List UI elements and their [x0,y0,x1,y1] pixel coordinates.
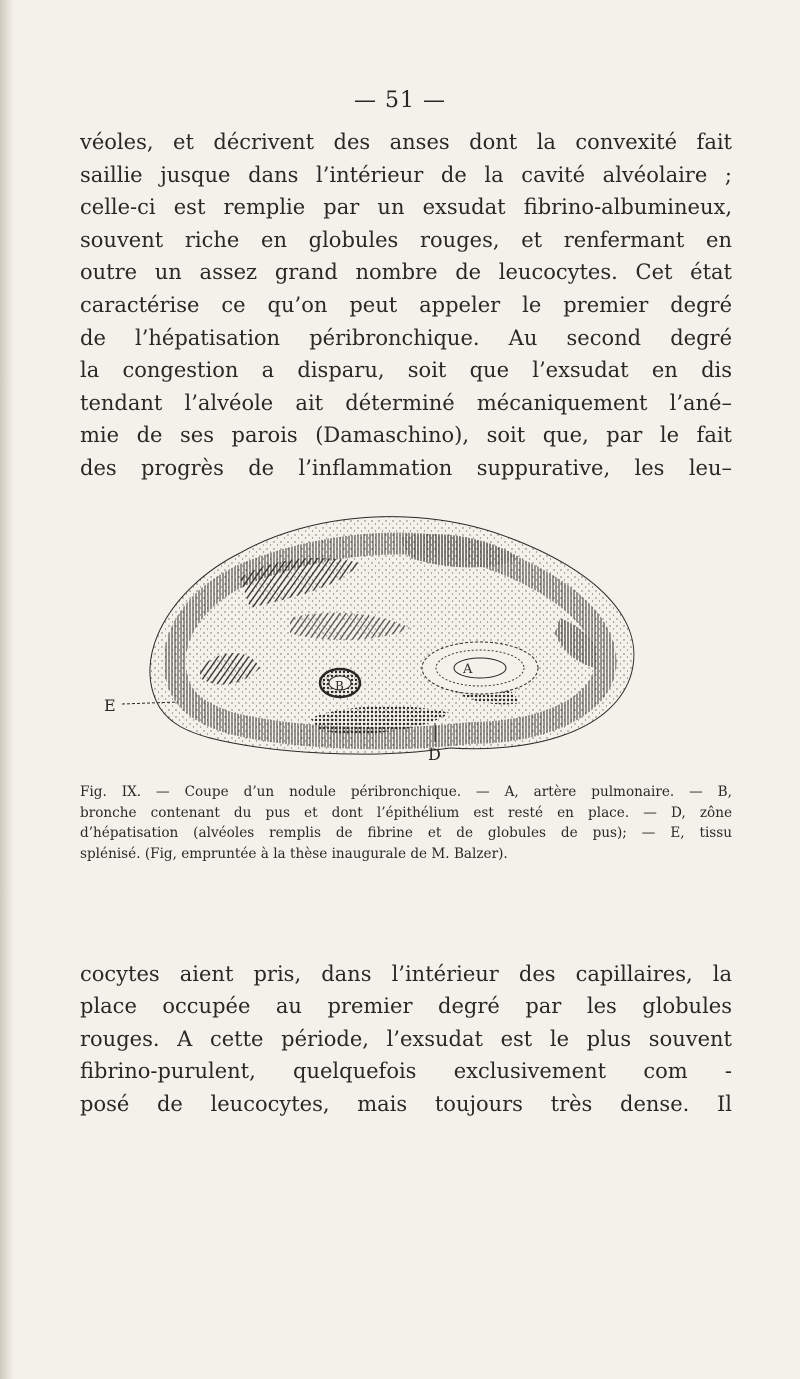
figure-label-d: D [428,745,441,764]
caption-line: splénisé. (Fig, empruntée à la thèse inaugurale de M. Balzer). [80,845,508,862]
text-line: fibrino-purulent, quelquefois exclusivement com - [80,1059,732,1084]
text-line: tendant l’alvéole ait déterminé mécaniquement l’ané– [80,390,732,415]
text-line: des progrès de l’inflammation suppurative, les leu– [80,455,732,480]
figure-caption [80,782,732,864]
text-line: caractérise ce qu’on peut appeler le premier degré [80,292,732,317]
paragraph-bottom [80,958,732,1120]
text-line: mie de ses parois (Damaschino), soit que, par le fait [80,423,732,448]
caption-line: d’hépatisation (alvéoles remplis de fibrine et de globules de pus); — E, tissu [80,825,732,841]
text-line: la congestion a disparu, soit que l’exsudat en dis [80,358,732,383]
artery-a [422,642,538,694]
figure-label-e: E [104,696,116,715]
text-line: celle-ci est remplie par un exsudat fibrino-albumineux, [80,195,732,220]
text-line: cocytes aient pris, dans l’intérieur des capillaires, la [80,962,732,986]
figure-label-a: A [463,662,473,677]
caption-line: Fig. IX. — Coupe d’un nodule péribronchique. — A, artère pulmonaire. — B, [80,784,732,800]
figure-label-b: B [335,679,344,693]
text-line: de l’hépatisation péribronchique. Au second degré [80,325,732,350]
text-line: outre un assez grand nombre de leucocytes. Cet état [80,260,732,285]
text-line: rouges. A cette période, l’exsudat est le plus souvent [80,1026,732,1051]
text-line: souvent riche en globules rouges, et renfermant en [80,227,732,252]
caption-line: bronche contenant du pus et dont l’épithélium est resté en place. — D, zône [80,804,732,821]
paragraph-top [80,126,732,485]
text-line: saillie jusque dans l’intérieur de la cavité alvéolaire ; [80,162,732,187]
text-line: posé de leucocytes, mais toujours très dense. Il [80,1091,732,1116]
book-spine-shadow [0,0,14,1379]
nodule-illustration [90,498,690,774]
text-line: véoles, et décrivent des anses dont la convexité fait [80,130,732,154]
page-number: — 51 — [354,88,446,113]
nodule-engraving [90,498,690,774]
text-line: place occupée au premier degré par les globules [80,994,732,1019]
